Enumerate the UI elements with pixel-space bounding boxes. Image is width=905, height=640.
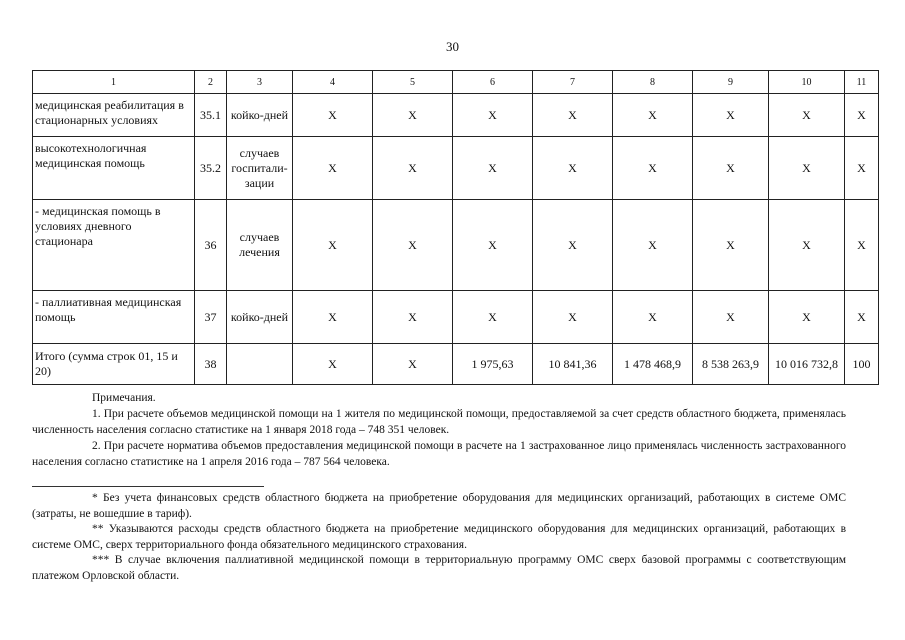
value-cell: X	[453, 291, 533, 344]
note-item	[32, 406, 846, 438]
value-cell: X	[373, 137, 453, 200]
footnote-item: ** Указываются расходы средств областного бюджета на приобретение медицинского оборудования для медицинских организаций, работающих в системе ОМС, сверх территориального фонда обязательного медицинского страхования.	[32, 523, 846, 551]
value-cell: X	[613, 200, 693, 291]
value-cell: X	[845, 200, 879, 291]
value-cell: X	[693, 200, 769, 291]
row-label-cell: высокотехнологичная медицинская помощь	[33, 137, 195, 200]
value-cell: X	[373, 200, 453, 291]
unit-cell: случаев госпитали-зации	[227, 137, 293, 200]
footnote-item: *** В случае включения паллиативной медицинской помощи в территориальную программу ОМС сверх базовой программы с соответствующим платежом Орловской области.	[32, 554, 846, 582]
notes-section	[32, 390, 846, 470]
value-cell: X	[769, 137, 845, 200]
column-header: 5	[373, 71, 453, 94]
value-cell: X	[453, 94, 533, 137]
value-cell: X	[845, 137, 879, 200]
value-cell: X	[693, 94, 769, 137]
row-number-cell: 35.2	[195, 137, 227, 200]
footnote-divider	[32, 486, 264, 487]
unit-cell	[227, 344, 293, 385]
table-body	[33, 71, 879, 385]
value-cell: X	[293, 291, 373, 344]
value-cell: X	[769, 200, 845, 291]
value-cell: 10 016 732,8	[769, 344, 845, 385]
footnotes-section	[32, 491, 846, 584]
value-cell: X	[613, 291, 693, 344]
column-header: 1	[33, 71, 195, 94]
note-item	[32, 438, 846, 470]
page-number: 30	[446, 39, 459, 54]
unit-cell: койко-дней	[227, 94, 293, 137]
value-cell: X	[373, 344, 453, 385]
value-cell: X	[373, 94, 453, 137]
value-cell: X	[293, 137, 373, 200]
value-cell: X	[293, 200, 373, 291]
footnote-item: * Без учета финансовых средств областного бюджета на приобретение оборудования для медицинских организаций, работающих в системе ОМС (затраты, не вошедшие в тариф).	[32, 492, 846, 520]
value-cell: X	[693, 291, 769, 344]
value-cell: X	[293, 344, 373, 385]
value-cell: 10 841,36	[533, 344, 613, 385]
value-cell: X	[453, 137, 533, 200]
value-cell: X	[533, 200, 613, 291]
notes-title: Примечания.	[92, 392, 156, 404]
column-header: 9	[693, 71, 769, 94]
value-cell: X	[533, 291, 613, 344]
column-header: 11	[845, 71, 879, 94]
value-cell: X	[613, 94, 693, 137]
column-header: 8	[613, 71, 693, 94]
row-label-cell: - медицинская помощь в условиях дневного стационара	[33, 200, 195, 291]
value-cell: X	[533, 137, 613, 200]
value-cell: X	[845, 291, 879, 344]
note-item-text: 2. При расчете норматива объемов предоставления медицинской помощи в расчете на 1 застрахованное лицо применялась численность застрахованного населения согласно статистике на 1 апреля 2016 года – 787 564 человека.	[32, 440, 846, 468]
value-cell: 1 975,63	[453, 344, 533, 385]
table-row	[33, 200, 879, 291]
column-header: 4	[293, 71, 373, 94]
unit-cell: койко-дней	[227, 291, 293, 344]
column-header: 3	[227, 71, 293, 94]
row-label-cell: Итого (сумма строк 01, 15 и 20)	[33, 344, 195, 385]
value-cell: X	[693, 137, 769, 200]
value-cell: X	[769, 291, 845, 344]
table-row	[33, 137, 879, 200]
column-header: 7	[533, 71, 613, 94]
column-header: 10	[769, 71, 845, 94]
value-cell: X	[373, 291, 453, 344]
row-number-cell: 37	[195, 291, 227, 344]
row-number-cell: 36	[195, 200, 227, 291]
row-number-cell: 35.1	[195, 94, 227, 137]
value-cell: X	[453, 200, 533, 291]
value-cell: X	[533, 94, 613, 137]
note-item-text: 1. При расчете объемов медицинской помощи на 1 жителя по медицинской помощи, предоставляемой за счет средств областного бюджета, применялась численность населения согласно статистике на 1 января 2018 года – 748 351 человек.	[32, 408, 846, 436]
value-cell: X	[613, 137, 693, 200]
value-cell: X	[845, 94, 879, 137]
row-number-cell: 38	[195, 344, 227, 385]
table-row	[33, 291, 879, 344]
data-table	[32, 70, 879, 385]
column-header: 2	[195, 71, 227, 94]
column-header: 6	[453, 71, 533, 94]
unit-cell: случаев лечения	[227, 200, 293, 291]
value-cell: 1 478 468,9	[613, 344, 693, 385]
value-cell: X	[293, 94, 373, 137]
table-header-row	[33, 71, 879, 94]
value-cell: 8 538 263,9	[693, 344, 769, 385]
table-total-row	[33, 344, 879, 385]
row-label-cell: медицинская реабилитация в стационарных условиях	[33, 94, 195, 137]
value-cell: 100	[845, 344, 879, 385]
row-label-cell: - паллиативная медицинская помощь	[33, 291, 195, 344]
value-cell: X	[769, 94, 845, 137]
table-row	[33, 94, 879, 137]
